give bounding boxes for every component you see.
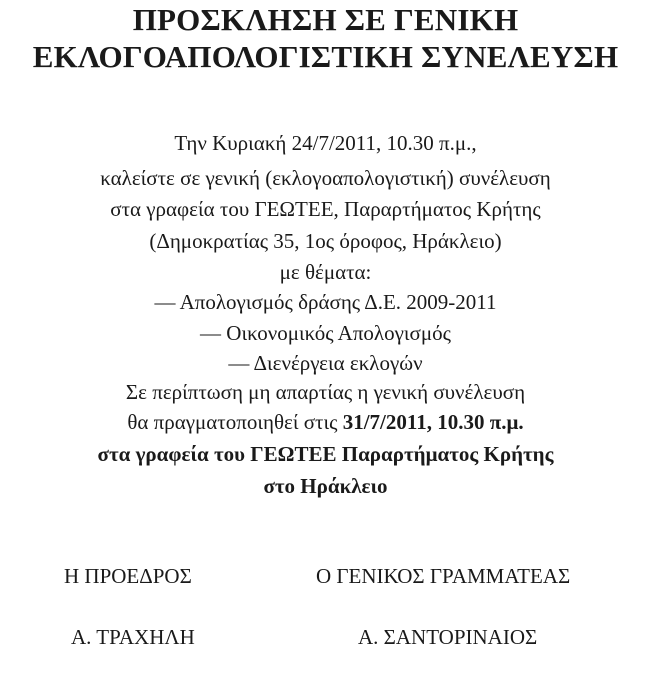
alternate-date-line [0,409,651,435]
address-line: (Δημοκρατίας 35, 1ος όροφος, Ηράκλειο) [149,229,502,253]
location-line: στα γραφεία του ΓΕΩΤΕΕ, Παραρτήματος Κρήτης [110,197,541,221]
document-title-line-2: ΕΚΛΟΓΟΑΠΟΛΟΓΙΣΤΙΚΗ ΣΥΝΕΛΕΥΣΗ [32,39,619,74]
topic-item-1: — Απολογισμός δράσης Δ.Ε. 2009-2011 [154,290,497,314]
alternate-city-line: στο Ηράκλειο [263,474,388,498]
president-role: Η ΠΡΟΕΔΡΟΣ [64,564,192,588]
alternate-date-value: 31/7/2011, 10.30 π.μ. [342,410,524,434]
secretary-role: Ο ΓΕΝΙΚΟΣ ΓΡΑΜΜΑΤΕΑΣ [316,564,571,588]
invitation-line: καλείστε σε γενική (εκλογοαπολογιστική) συνέλευση [100,166,551,190]
topics-intro: με θέματα: [279,260,372,284]
alternate-location-line: στα γραφεία του ΓΕΩΤΕΕ Παραρτήματος Κρήτης [97,442,554,466]
meeting-date-line: Την Κυριακή 24/7/2011, 10.30 π.μ., [174,131,477,155]
topic-item-3: — Διενέργεια εκλογών [228,351,423,375]
quorum-line: Σε περίπτωση μη απαρτίας η γενική συνέλευση [125,380,526,404]
topic-item-2: — Οικονομικός Απολογισμός [200,321,451,345]
president-name: Α. ΤΡΑΧΗΛΗ [71,625,195,649]
document-title-line-1: ΠΡΟΣΚΛΗΣΗ ΣΕ ΓΕΝΙΚΗ [132,2,519,37]
secretary-name: Α. ΣΑΝΤΟΡΙΝΑΙΟΣ [358,625,538,649]
alternate-date-prefix: θα πραγματοποιηθεί στις [127,410,343,434]
